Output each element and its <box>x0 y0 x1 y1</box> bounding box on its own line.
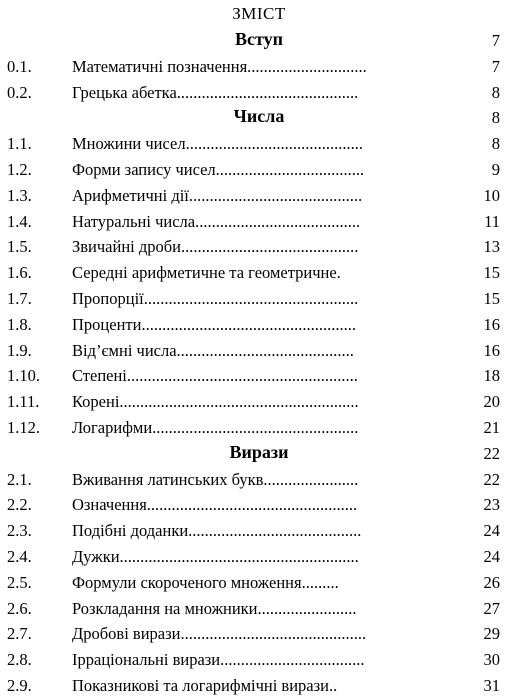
toc-page-number: 13 <box>483 237 500 257</box>
page-title: ЗМІСТ <box>232 4 286 23</box>
toc-page-number: 29 <box>483 624 500 644</box>
toc-entry-number: 1.3. <box>7 185 32 205</box>
toc-entry-number: 1.12. <box>7 418 40 437</box>
toc-entry-title: Пропорції.................................................... <box>72 289 359 308</box>
toc-entry-number: 2.4. <box>7 547 32 566</box>
toc-entry-title: Дробові вирази............................................. <box>72 624 367 644</box>
toc-page-number: 8 <box>491 108 500 128</box>
toc-entry <box>0 363 518 389</box>
toc-entry-title: Множини чисел........................................... <box>72 134 363 154</box>
toc-entry <box>0 518 518 544</box>
toc-entry-title: Формули скороченого множення......... <box>72 572 339 592</box>
toc-section-heading <box>0 28 518 54</box>
toc-entry-title: Вживання латинських букв....................... <box>72 469 359 489</box>
toc-entry <box>0 54 518 80</box>
toc-entry <box>0 673 518 699</box>
toc-page-number: 27 <box>483 598 500 618</box>
toc-entry-title: Дужки.......................................................... <box>72 547 359 566</box>
toc-entry-number: 2.1. <box>7 469 32 489</box>
toc-entry-title: Звичайні дроби........................................... <box>72 237 359 257</box>
toc-entry <box>0 544 518 570</box>
toc-page-number: 15 <box>483 263 500 283</box>
toc-entry-title: Означення................................................... <box>72 495 358 515</box>
toc-page-number: 22 <box>483 469 500 489</box>
toc-entry-number: 1.4. <box>7 211 32 231</box>
toc-page-number: 11 <box>484 211 500 231</box>
toc-entry-title: Від’ємні числа........................................... <box>72 340 354 360</box>
toc-entry-title: Логарифми.................................................. <box>72 418 359 437</box>
toc-entry-title: Форми запису чисел.................................... <box>72 160 365 179</box>
toc-entry-number: 1.1. <box>7 134 32 154</box>
toc-entry <box>0 338 518 364</box>
toc-entry <box>0 467 518 493</box>
toc-entry <box>0 621 518 647</box>
toc-page-number: 21 <box>483 418 500 437</box>
toc-entry <box>0 286 518 312</box>
toc-entry <box>0 647 518 673</box>
toc-page-number: 10 <box>483 185 500 205</box>
toc-entry-title: Проценти.................................................... <box>72 314 356 334</box>
toc-page-number: 30 <box>483 650 500 670</box>
toc-entry-title: Показникові та логарифмічні вирази.. <box>72 676 338 695</box>
toc-page-number: 8 <box>491 134 500 154</box>
toc-section-title: Числа <box>233 106 285 127</box>
toc-entry <box>0 131 518 157</box>
toc-entry-number: 1.2. <box>7 160 32 179</box>
toc-entry-number: 2.9. <box>7 676 32 695</box>
toc-entry <box>0 157 518 183</box>
toc-page-number: 15 <box>483 289 500 308</box>
toc-section-title: Вступ <box>235 29 283 49</box>
toc-entry <box>0 260 518 286</box>
toc-page-number: 18 <box>483 366 500 386</box>
toc-entry-number: 2.3. <box>7 521 32 541</box>
toc-entry-title: Подібні доданки.......................................... <box>72 521 362 541</box>
toc-entry-title: Натуральні числа........................................ <box>72 211 361 231</box>
toc-page-number: 23 <box>483 495 500 515</box>
toc-entry-title: Степені........................................................ <box>72 366 358 386</box>
toc-entry-number: 1.6. <box>7 263 32 283</box>
toc-entry-title: Корені.......................................................... <box>72 392 359 412</box>
toc-entry-number: 2.8. <box>7 650 32 670</box>
toc-entry-title: Ірраціональні вирази................................... <box>72 650 365 670</box>
toc-page-number: 31 <box>483 676 500 695</box>
toc-page-number: 22 <box>483 443 500 463</box>
toc-entry-title: Середні арифметичне та геометричне. <box>72 263 341 283</box>
toc-entry <box>0 492 518 518</box>
toc-entry <box>0 312 518 338</box>
toc-page-number: 16 <box>483 314 500 334</box>
toc-entry-number: 1.5. <box>7 237 32 257</box>
toc-entry-title: Арифметичні дії.......................................... <box>72 185 363 205</box>
toc-entry-title: Розкладання на множники........................ <box>72 598 357 618</box>
toc-page-number: 9 <box>491 160 500 179</box>
toc-entry-title: Грецька абетка............................................ <box>72 82 359 102</box>
toc-entry-number: 1.10. <box>7 366 40 386</box>
toc-entry <box>0 596 518 622</box>
toc-entry-title: Математичні позначення............................. <box>72 56 367 76</box>
toc-entry-number: 1.8. <box>7 314 32 334</box>
toc-page-number: 7 <box>491 56 500 76</box>
toc-page-number: 24 <box>483 547 500 566</box>
toc-entry <box>0 570 518 596</box>
toc-entry-number: 2.6. <box>7 598 32 618</box>
toc-page-number: 8 <box>491 82 500 102</box>
toc-page-number: 7 <box>491 31 500 50</box>
toc-entry-number: 1.9. <box>7 340 32 360</box>
toc-entry <box>0 415 518 441</box>
toc-entry <box>0 234 518 260</box>
toc-page-number: 24 <box>483 521 500 541</box>
toc-entry <box>0 80 518 106</box>
toc-entry <box>0 389 518 415</box>
toc-entry <box>0 183 518 209</box>
toc-entry-number: 0.2. <box>7 82 32 102</box>
toc-section-heading <box>0 105 518 131</box>
toc-entry-number: 2.2. <box>7 495 32 515</box>
toc-entry-number: 0.1. <box>7 56 32 76</box>
toc-section-title: Вирази <box>229 441 289 462</box>
toc-page-number: 16 <box>483 340 500 360</box>
toc-page-number: 20 <box>483 392 500 412</box>
toc-section-heading <box>0 441 518 467</box>
toc-entry <box>0 209 518 235</box>
toc-entry-number: 2.7. <box>7 624 32 644</box>
toc-entry-number: 1.7. <box>7 289 32 308</box>
toc-entry-number: 1.11. <box>7 392 40 412</box>
toc-page-number: 26 <box>483 572 500 592</box>
toc-entry-number: 2.5. <box>7 572 32 592</box>
